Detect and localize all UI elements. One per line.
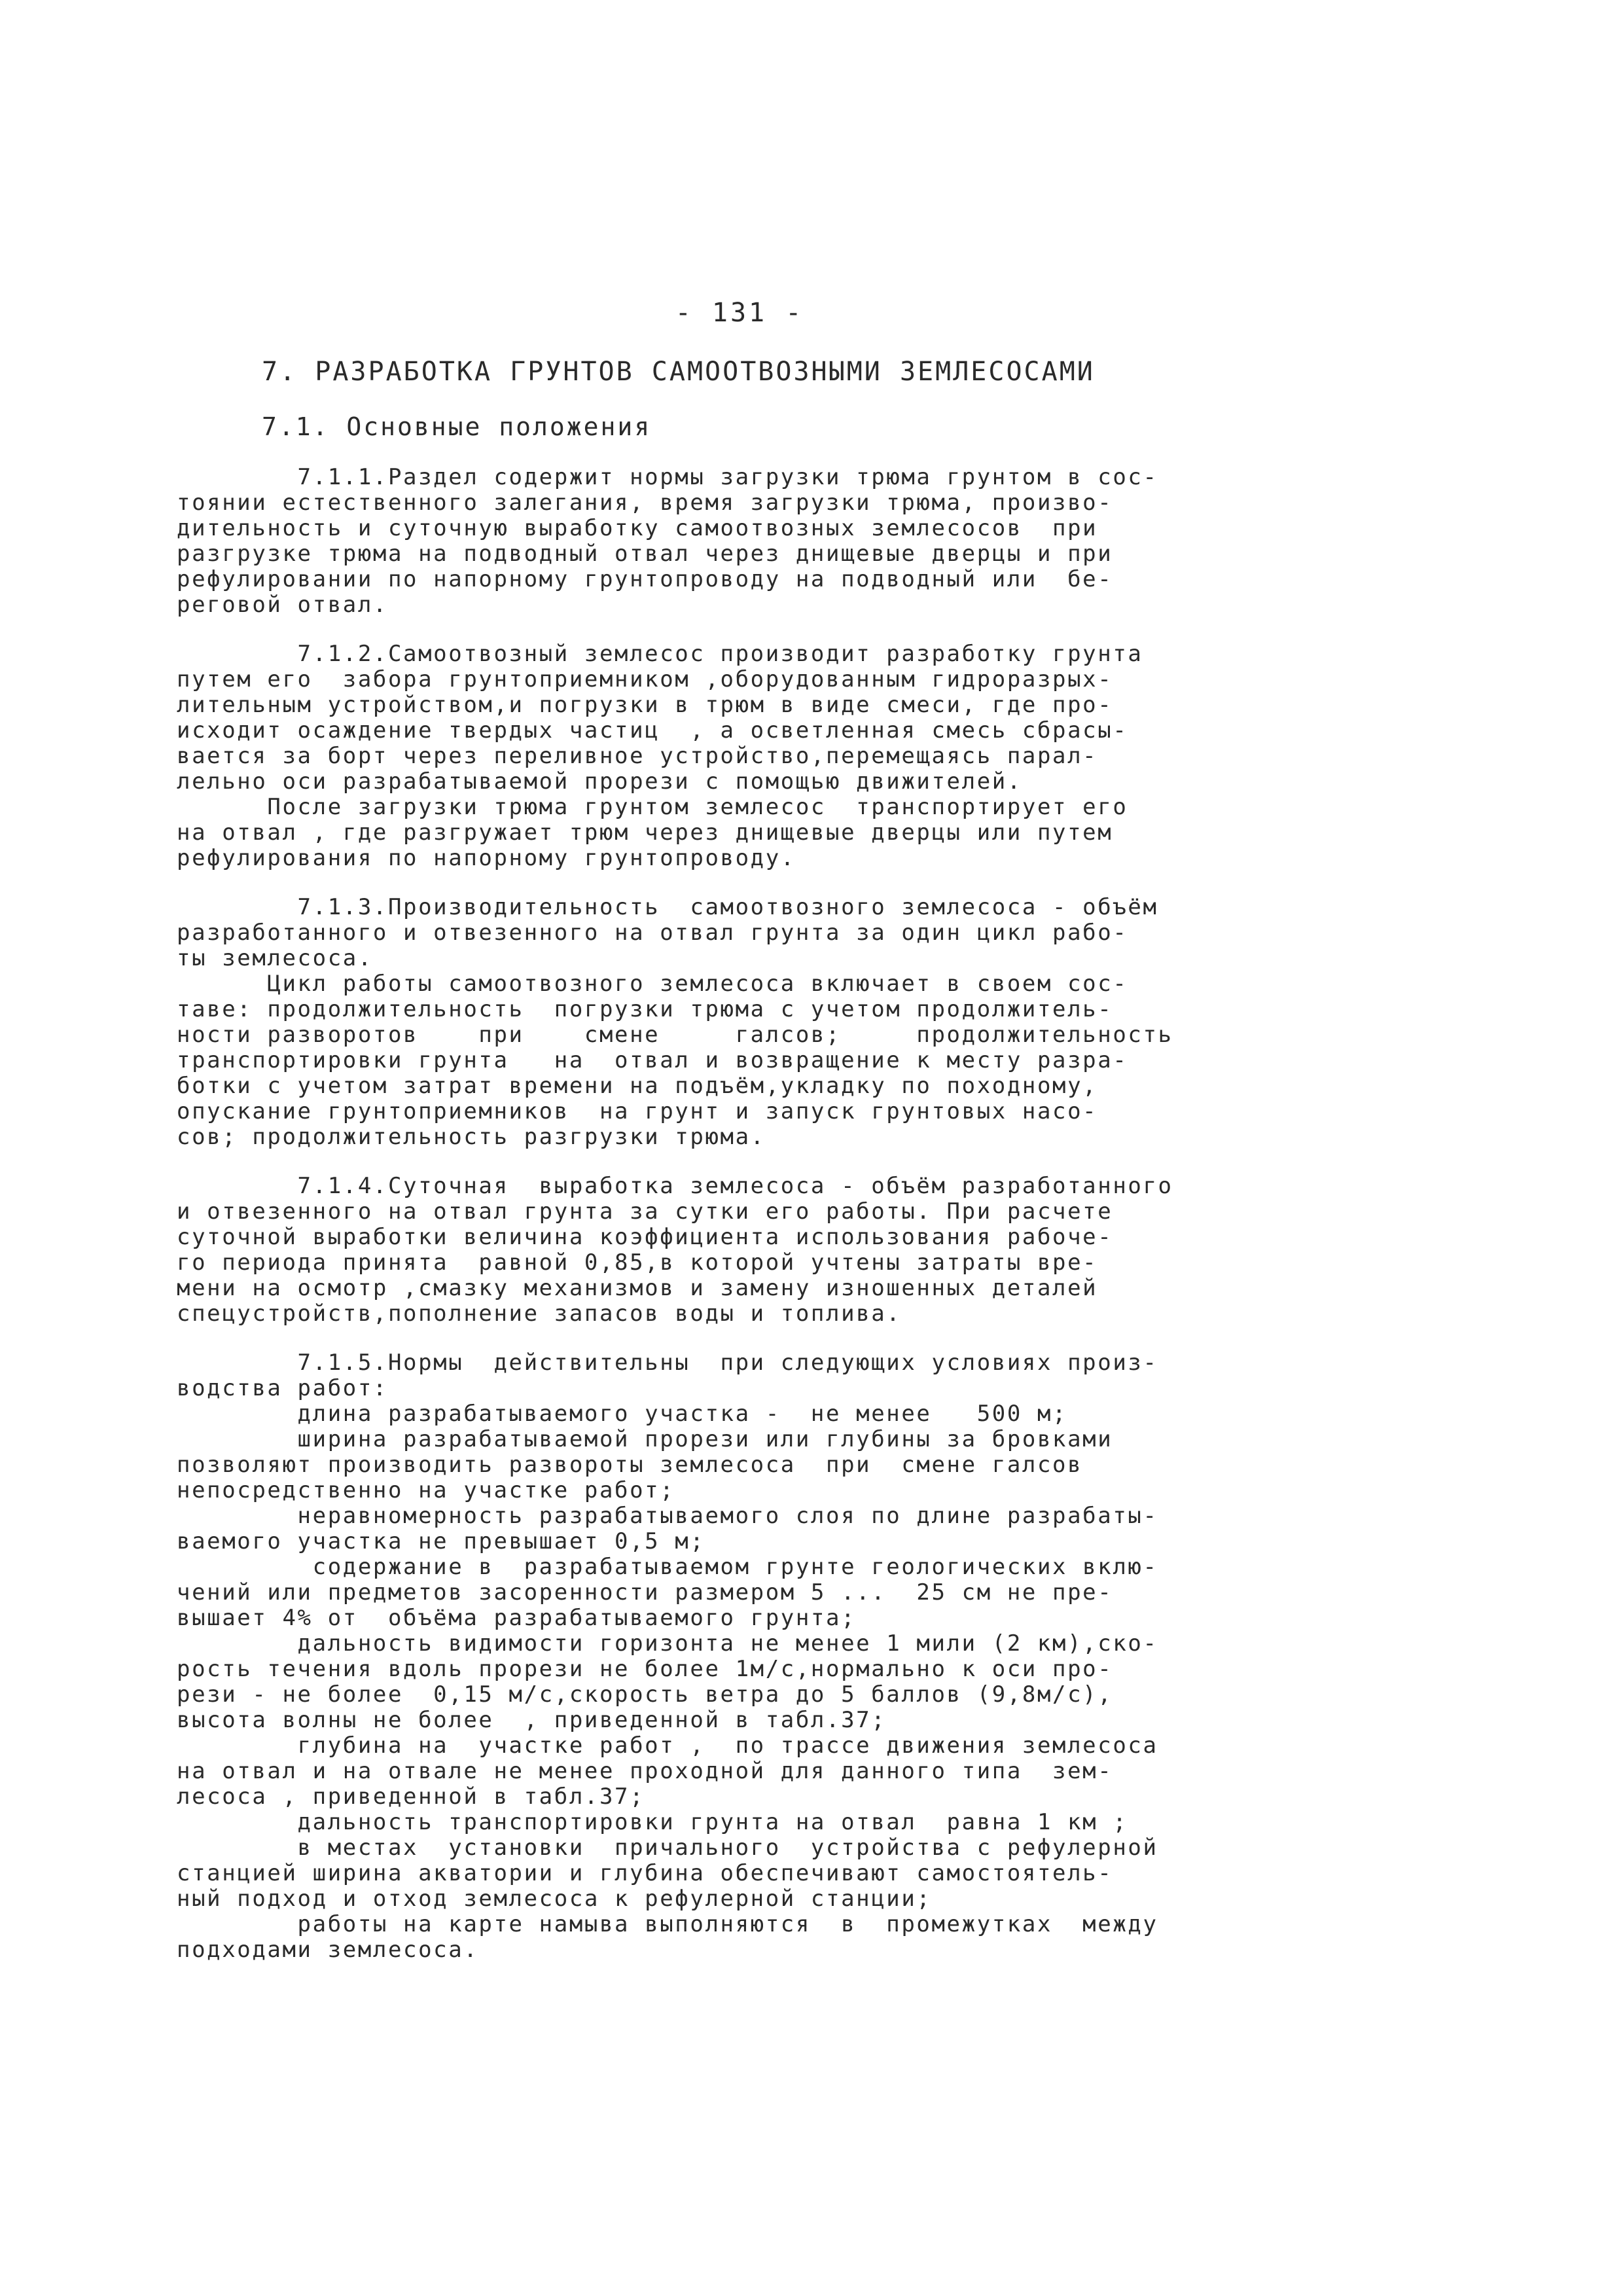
text-line: ширина разрабатываемой прорези или глубины за бровками — [177, 1426, 1113, 1452]
text-line: дительность и суточную выработку самоотвозных землесосов при — [177, 515, 1098, 541]
text-line: 7.1.2.Самоотвозный землесос производит разработку грунта — [177, 641, 1143, 667]
text-line: высота волны не более , приведенной в табл.37; — [177, 1707, 887, 1733]
text-line: непосредственно на участке работ; — [177, 1477, 675, 1503]
text-line: После загрузки трюма грунтом землесос транспортирует его — [177, 794, 1128, 820]
text-line: тоянии естественного залегания, время загрузки трюма, произво- — [177, 490, 1113, 516]
text-line: транспортировки грунта на отвал и возвращение к месту разра- — [177, 1047, 1128, 1073]
chapter-title: 7. РАЗРАБОТКА ГРУНТОВ САМООТВОЗНЫМИ ЗЕМЛЕСОСАМИ — [262, 357, 1095, 387]
text-line: и отвезенного на отвал грунта за сутки его работы. При расчете — [177, 1198, 1113, 1225]
text-line: подходами землесоса. — [177, 1937, 479, 1963]
text-line: работы на карте намыва выполняются в промежутках между — [177, 1911, 1158, 1937]
text-line: на отвал и на отвале не менее проходной для данного типа зем- — [177, 1758, 1113, 1784]
text-line: ваемого участка не превышает 0,5 м; — [177, 1528, 705, 1554]
text-line: лельно оси разрабатываемой прорези с помощью движителей. — [177, 768, 1022, 795]
text-line: вышает 4% от объёма разрабатываемого грунта; — [177, 1605, 857, 1631]
text-line: разгрузке трюма на подводный отвал через днищевые дверцы и при — [177, 541, 1113, 567]
text-line: 7.1.4.Суточная выработка землесоса - объём разработанного — [177, 1173, 1173, 1199]
text-line: дальность транспортировки грунта на отвал равна 1 км ; — [177, 1809, 1128, 1835]
text-line: в местах установки причального устройства с рефулерной — [177, 1835, 1158, 1861]
text-line: ный подход и отход землесоса к рефулерной станции; — [177, 1886, 932, 1912]
text-line: мени на осмотр ,смазку механизмов и замену изношенных деталей — [177, 1275, 1098, 1301]
text-line: сов; продолжительность разгрузки трюма. — [177, 1124, 766, 1150]
paragraph — [177, 465, 1355, 618]
text-line: ботки с учетом затрат времени на подъём,укладку по походному, — [177, 1073, 1098, 1099]
text-line: го периода принята равной 0,85,в которой учтены затраты вре- — [177, 1249, 1098, 1276]
text-line: исходит осаждение твердых частиц , а осветленная смесь сбрасы- — [177, 717, 1128, 744]
text-line: рефулировании по напорному грунтопроводу на подводный или бе- — [177, 566, 1113, 592]
text-line: разработанного и отвезенного на отвал грунта за один цикл рабо- — [177, 920, 1128, 946]
text-line: неравномерность разрабатываемого слоя по длине разрабаты- — [177, 1503, 1158, 1529]
text-line: водства работ: — [177, 1375, 388, 1401]
text-line: лительным устройством,и погрузки в трюм в виде смеси, где про- — [177, 692, 1113, 718]
text-line: глубина на участке работ , по трассе движения землесоса — [177, 1732, 1158, 1759]
text-line: длина разрабатываемого участка - не менее 500 м; — [177, 1401, 1068, 1427]
text-line: вается за борт через переливное устройство,перемещаясь парал- — [177, 743, 1098, 769]
text-line: лесоса , приведенной в табл.37; — [177, 1784, 645, 1810]
text-line: станцией ширина акватории и глубина обеспечивают самостоятель- — [177, 1860, 1113, 1886]
text-line: суточной выработки величина коэффициента использования рабоче- — [177, 1224, 1113, 1250]
text-line: 7.1.5.Нормы действительны при следующих условиях произ- — [177, 1350, 1158, 1376]
body-text — [177, 465, 1355, 1963]
text-line: таве: продолжительность погрузки трюма с учетом продолжитель- — [177, 996, 1113, 1022]
text-line: опускание грунтоприемников на грунт и запуск грунтовых насо- — [177, 1098, 1098, 1124]
text-line: дальность видимости горизонта не менее 1 мили (2 км),ско- — [177, 1630, 1158, 1657]
section-title: 7.1. Основные положения — [262, 412, 652, 441]
text-line: на отвал , где разгружает трюм через днищевые дверцы или путем — [177, 819, 1113, 846]
paragraph — [177, 895, 1355, 1150]
text-line: рези - не более 0,15 м/с,скорость ветра до 5 баллов (9,8м/с), — [177, 1681, 1113, 1708]
text-line: 7.1.1.Раздел содержит нормы загрузки трюма грунтом в сос- — [177, 464, 1158, 490]
text-line: ности разворотов при смене галсов; продолжительность — [177, 1022, 1173, 1048]
paragraph — [177, 1174, 1355, 1327]
text-line: реговой отвал. — [177, 592, 388, 618]
text-line: Цикл работы самоотвозного землесоса включает в своем сос- — [177, 971, 1128, 997]
text-line: содержание в разрабатываемом грунте геологических вклю- — [177, 1554, 1158, 1580]
text-line: чений или предметов засоренности размером 5 ... 25 см не пре- — [177, 1579, 1113, 1605]
text-line: рость течения вдоль прорези не более 1м/с,нормально к оси про- — [177, 1656, 1113, 1682]
text-line: позволяют производить развороты землесоса при смене галсов — [177, 1452, 1083, 1478]
text-line: ты землесоса. — [177, 945, 373, 971]
text-line: путем его забора грунтоприемником ,оборудованным гидроразрых- — [177, 666, 1113, 692]
text-line: рефулирования по напорному грунтопроводу. — [177, 845, 796, 871]
text-line: спецустройств,пополнение запасов воды и топлива. — [177, 1300, 902, 1327]
paragraph — [177, 641, 1355, 871]
paragraph — [177, 1350, 1355, 1963]
text-line: 7.1.3.Производительность самоотвозного землесоса - объём — [177, 894, 1158, 920]
page-number: - 131 - — [675, 298, 804, 328]
